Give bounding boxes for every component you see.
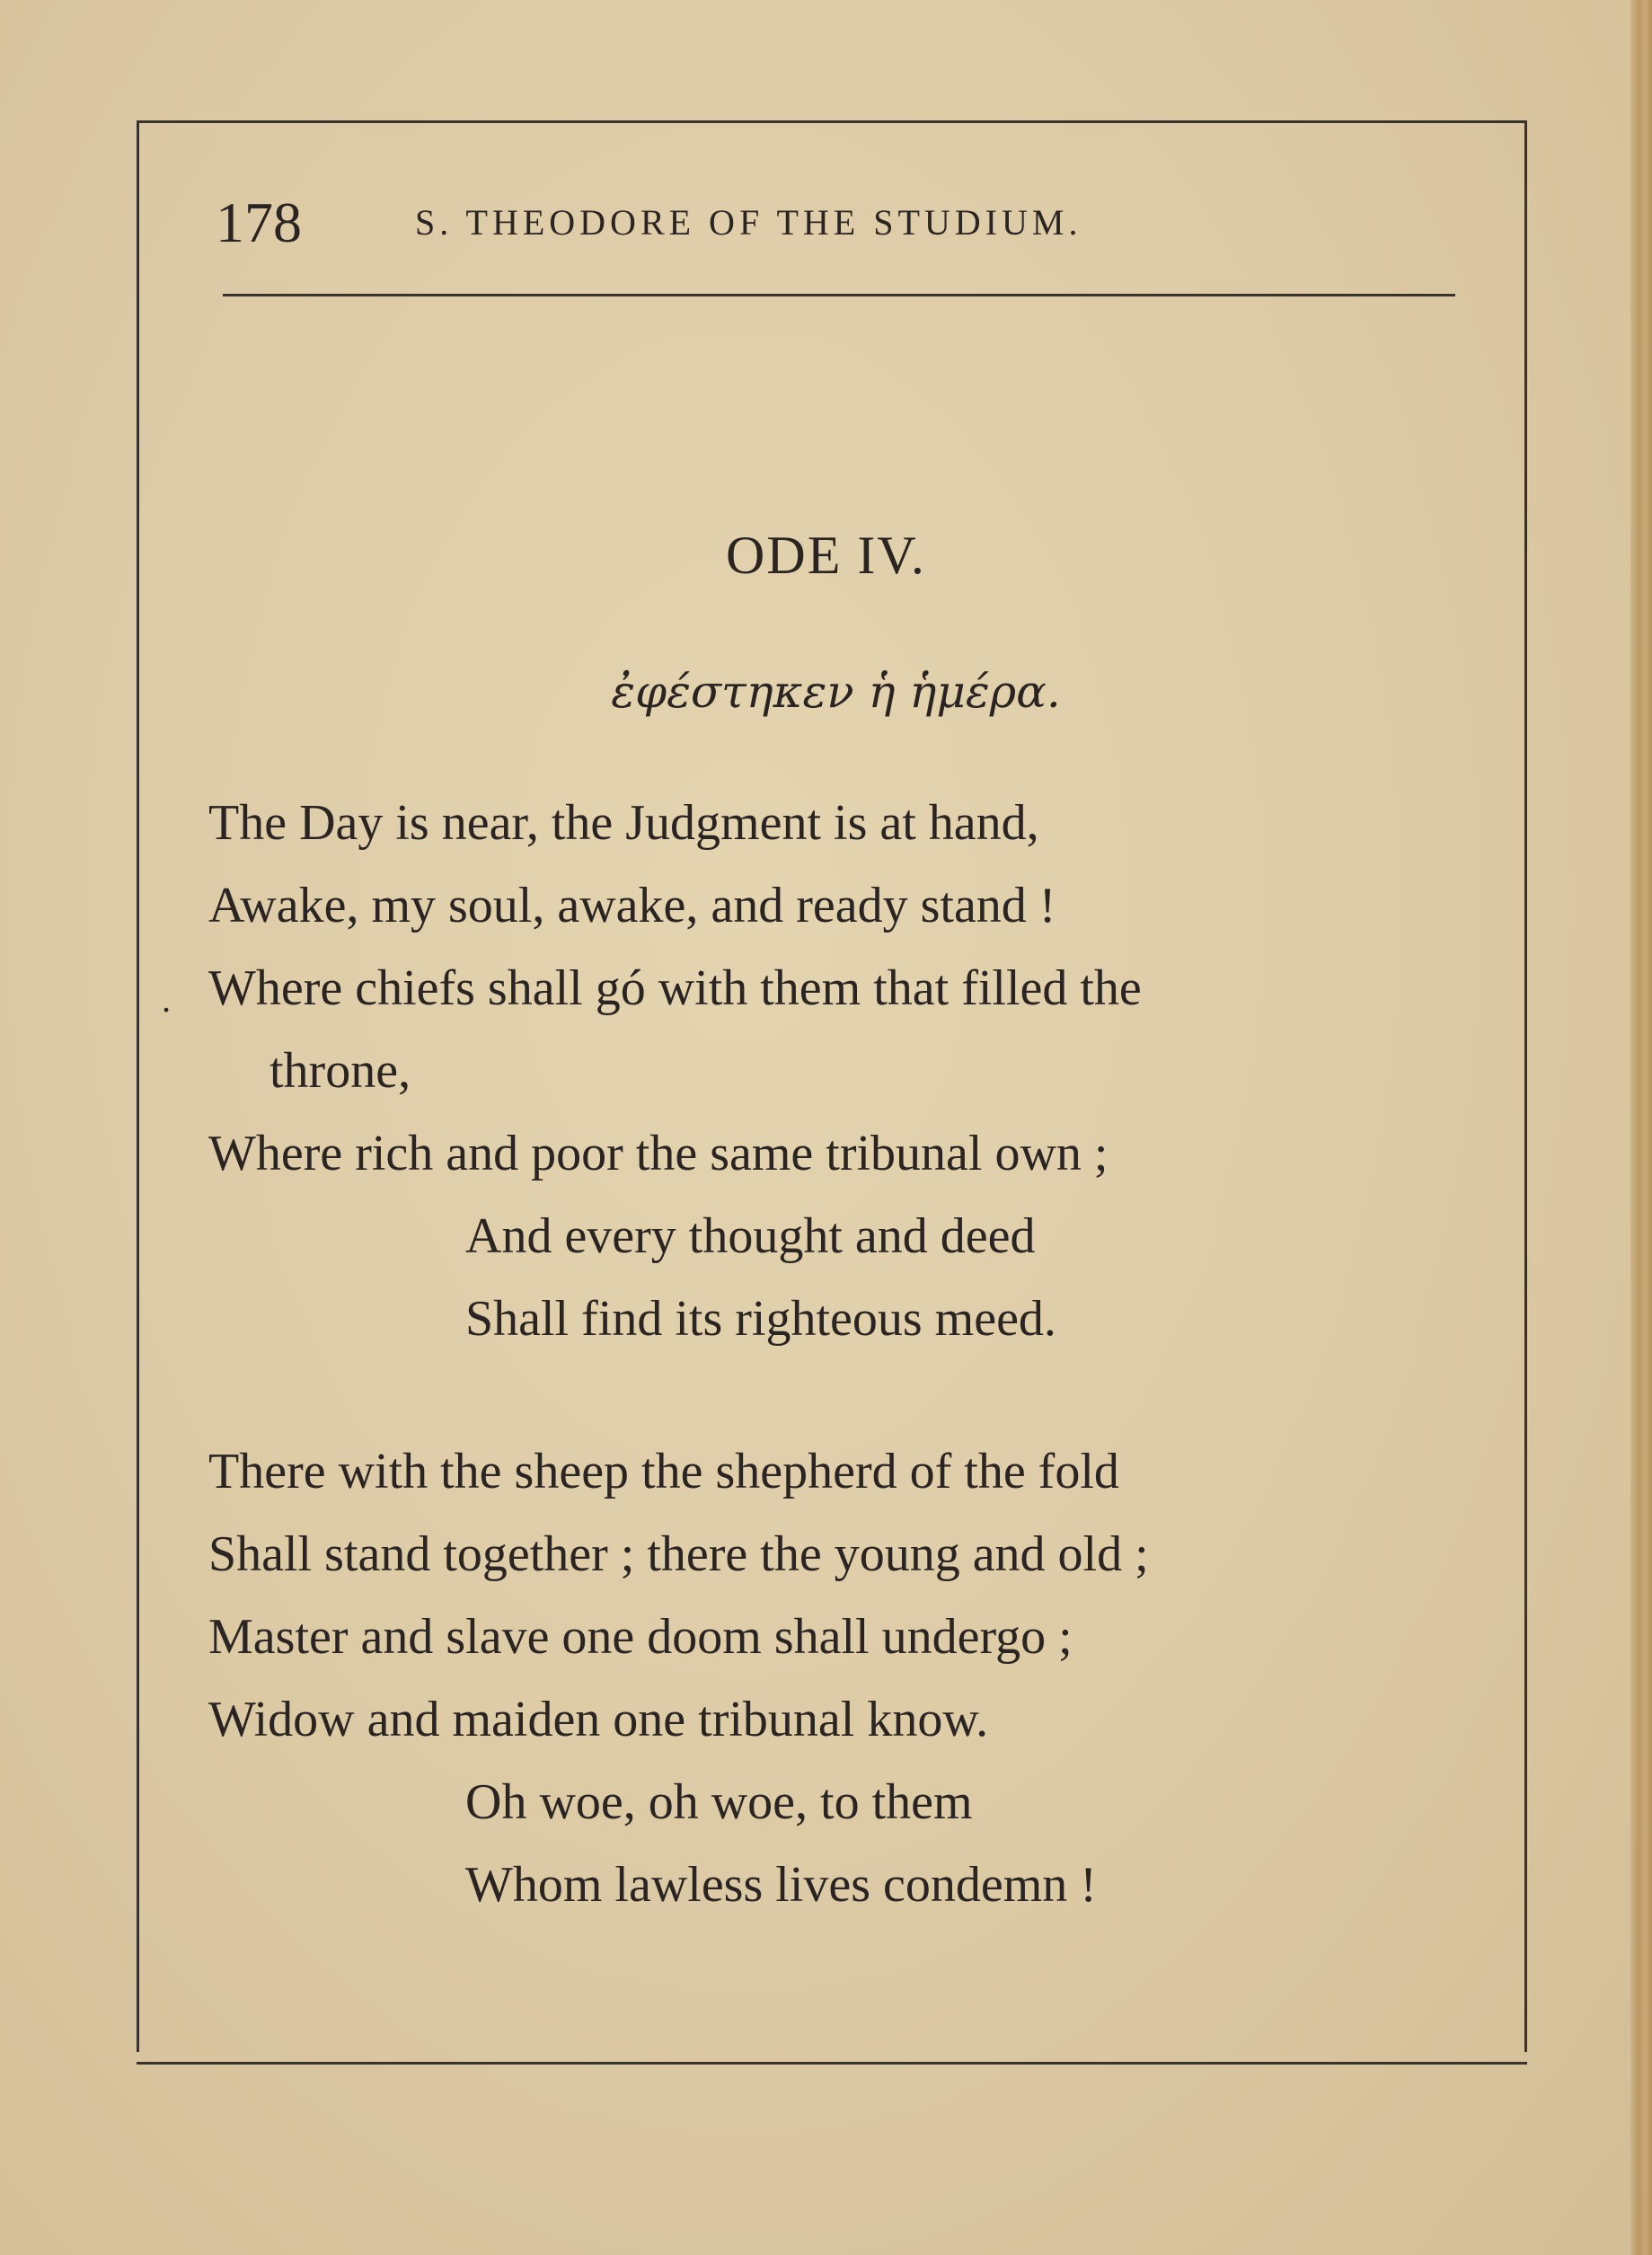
stray-dot: . [162,979,171,1020]
greek-incipit-text: ἐφέστηκεν ἡ ἡμέρα. [611,666,1061,718]
page-edge [1630,0,1652,2255]
verse-line-indented: Oh woe, oh woe, to them [465,1774,973,1830]
verse-line: Shall stand together ; there the young and old ; [208,1526,1149,1582]
verse-line-continuation: throne, [269,1043,411,1099]
bottom-rule [137,2062,1527,2065]
verse-line: The Day is near, the Judgment is at hand, [208,795,1039,851]
running-head [216,187,1473,259]
running-title: S. THEODORE OF THE STUDIUM. [415,202,1082,243]
verse-line: Where chiefs shall gó with them that filled the [208,960,1142,1016]
greek-incipit [0,660,1652,723]
ode-title-text: ODE IV. [726,526,926,585]
verse-line-indented: And every thought and deed [465,1208,1036,1264]
verse-line: Where rich and poor the same tribunal own ; [208,1126,1109,1181]
page-number: 178 [216,190,302,254]
verse-line-indented: Whom lawless lives condemn ! [465,1857,1097,1913]
stanza-2 [208,1430,1520,1926]
verse-line: There with the sheep the shepherd of the fold [208,1444,1119,1499]
verse-line: Master and slave one doom shall undergo ; [208,1609,1073,1665]
stanza-1 [208,782,1520,1360]
ode-title [0,519,1652,591]
verse-line: Widow and maiden one tribunal know. [208,1692,989,1747]
verse-line: Awake, my soul, awake, and ready stand ! [208,878,1056,933]
verse-line-indented: Shall find its righteous meed. [465,1291,1056,1347]
header-rule [223,294,1455,296]
